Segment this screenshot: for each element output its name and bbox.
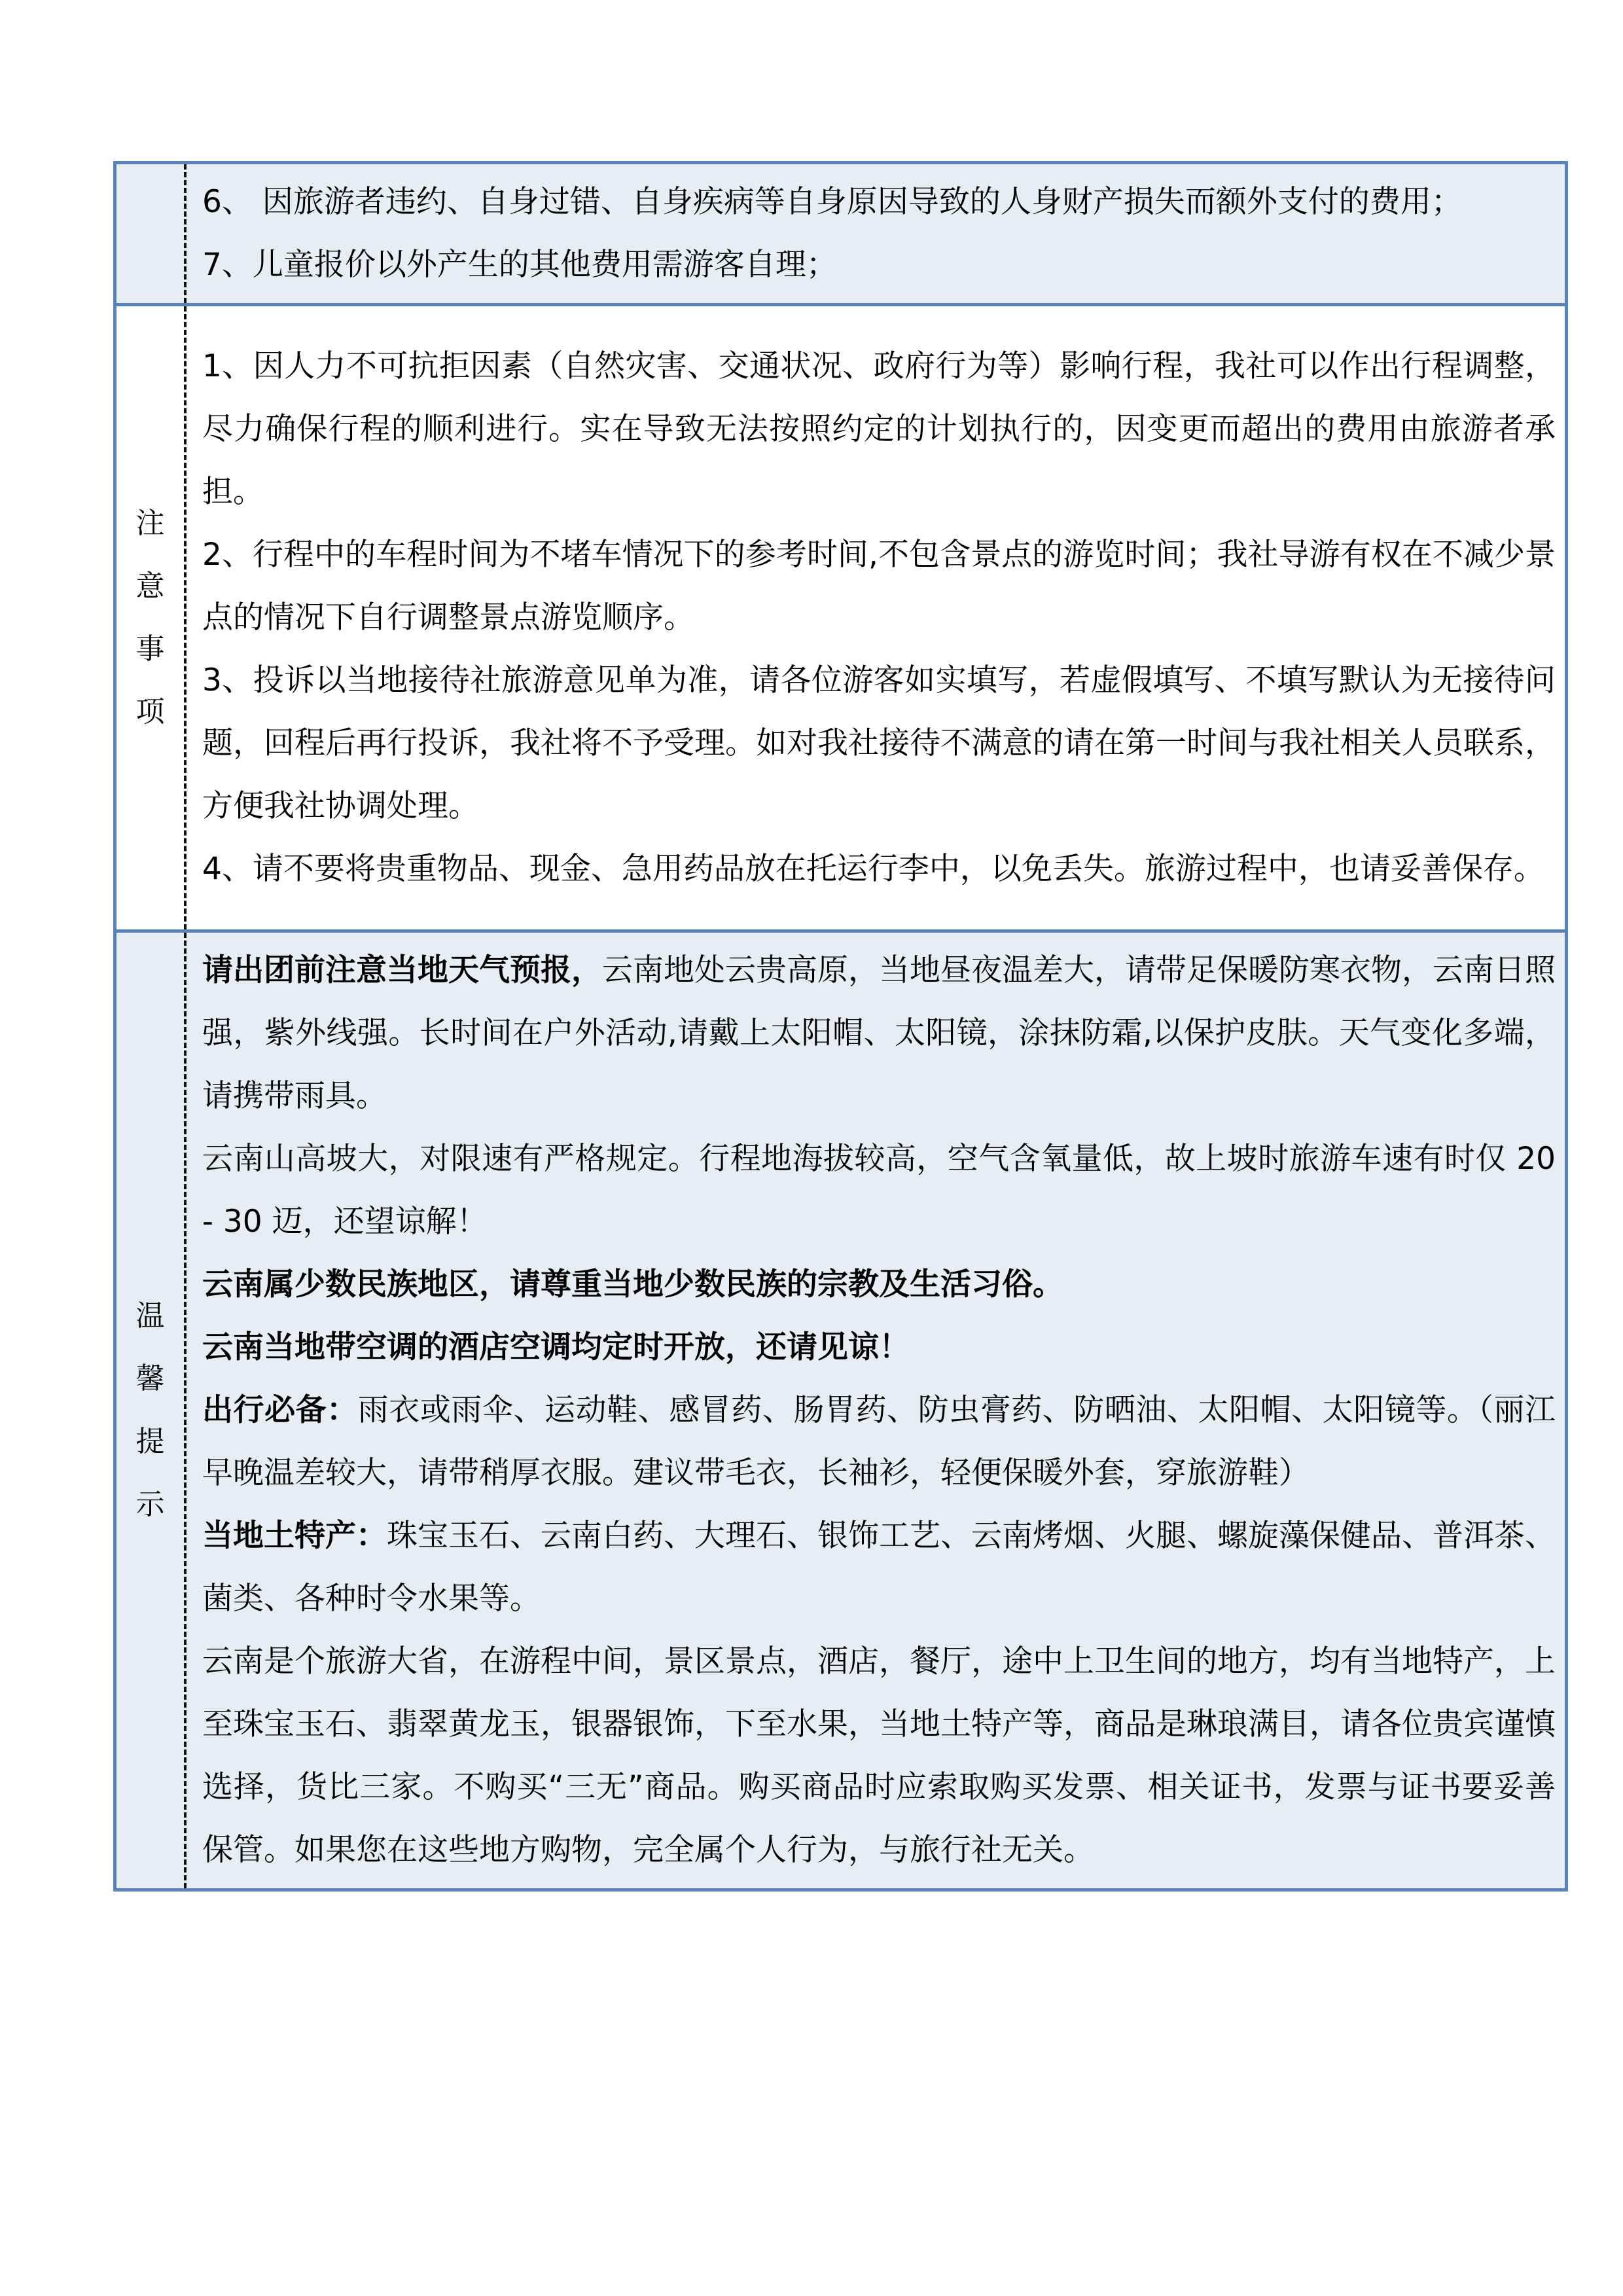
row-label-warm-tips xyxy=(115,931,186,1890)
label-char: 提 xyxy=(135,1425,165,1458)
paragraph-shopping-notice: 云南是个旅游大省，在游程中间，景区景点，酒店，餐厅，途中上卫生间的地方，均有当地特产，上至珠宝玉石、翡翠黄龙玉，银器银饰，下至水果，当地土特产等，商品是琳琅满目，请各位贵宾谨慎选择，货比三家。不购买“三无”商品。购买商品时应索取购买发票、相关证书，发票与证书要妥善保管。如果您在这些地方购物，完全属个人行为，与旅行社无关。 xyxy=(202,1643,1556,1868)
label-char: 温 xyxy=(135,1299,165,1333)
paragraph-ethnic-customs: 云南属少数民族地区，请尊重当地少数民族的宗教及生活习俗。 xyxy=(202,1266,1063,1302)
label-char: 意 xyxy=(135,569,165,603)
label-char: 事 xyxy=(135,632,165,666)
paragraph-weather: 请出团前注意当地天气预报，云南地处云贵高原，当地昼夜温差大，请带足保暖防寒衣物，云南日照强，紫外线强。长时间在户外活动,请戴上太阳帽、太阳镜，涂抹防霜,以保护皮肤。天气变化多端，请携带雨具。 xyxy=(202,952,1556,1114)
table-row-precautions xyxy=(115,305,1567,931)
paragraph: 3、投诉以当地接待社旅游意见单为准，请各位游客如实填写，若虚假填写、不填写默认为无接待问题，回程后再行投诉，我社将不予受理。如对我社接待不满意的请在第一时间与我社相关人员联系，方便我社协调处理。 xyxy=(202,662,1556,824)
paragraph: 2、行程中的车程时间为不堵车情况下的参考时间,不包含景点的游览时间；我社导游有权在不减少景点的情况下自行调整景点游览顺序。 xyxy=(202,537,1556,636)
row-label-precautions xyxy=(115,305,186,931)
paragraph: 4、请不要将贵重物品、现金、急用药品放在托运行李中，以免丢失。旅游过程中，也请妥善保存。 xyxy=(202,851,1544,887)
paragraph-travel-essentials: 出行必备：雨衣或雨伞、运动鞋、感冒药、肠胃药、防虫膏药、防晒油、太阳帽、太阳镜等。（丽江早晚温差较大，请带稍厚衣服。建议带毛衣，长袖衫，轻便保暖外套，穿旅游鞋） xyxy=(202,1392,1556,1491)
paragraph: 1、因人力不可抗拒因素（自然灾害、交通状况、政府行为等）影响行程，我社可以作出行程调整，尽力确保行程的顺利进行。实在导致无法按照约定的计划执行的，因变更而超出的费用由旅游者承担。 xyxy=(202,348,1556,510)
paragraph-air-conditioning: 云南当地带空调的酒店空调均定时开放，还请见谅！ xyxy=(202,1329,910,1365)
label-char: 项 xyxy=(135,695,165,728)
row-content-warm-tips xyxy=(185,931,1567,1890)
row-content-precautions xyxy=(185,305,1567,931)
table-row-fee-exclusions xyxy=(115,163,1567,305)
paragraph-local-specialties: 当地土特产：珠宝玉石、云南白药、大理石、银饰工艺、云南烤烟、火腿、螺旋藻保健品、普洱茶、菌类、各种时令水果等。 xyxy=(202,1518,1556,1617)
paragraph: 7、儿童报价以外产生的其他费用需游客自理； xyxy=(202,247,837,283)
label-char: 注 xyxy=(135,507,165,540)
row-content-fee-exclusions xyxy=(185,163,1567,305)
table-row-warm-tips xyxy=(115,931,1567,1890)
row-label-empty xyxy=(115,163,186,305)
travel-notes-table xyxy=(113,161,1568,1892)
label-char: 示 xyxy=(135,1488,165,1521)
label-char: 馨 xyxy=(135,1362,165,1395)
paragraph: 6、 因旅游者违约、自身过错、自身疾病等自身原因导致的人身财产损失而额外支付的费用； xyxy=(202,184,1462,220)
paragraph-speed-limit: 云南山高坡大，对限速有严格规定。行程地海拔较高，空气含氧量低，故上坡时旅游车速有时仅 20 - 30 迈，还望谅解！ xyxy=(202,1141,1556,1240)
